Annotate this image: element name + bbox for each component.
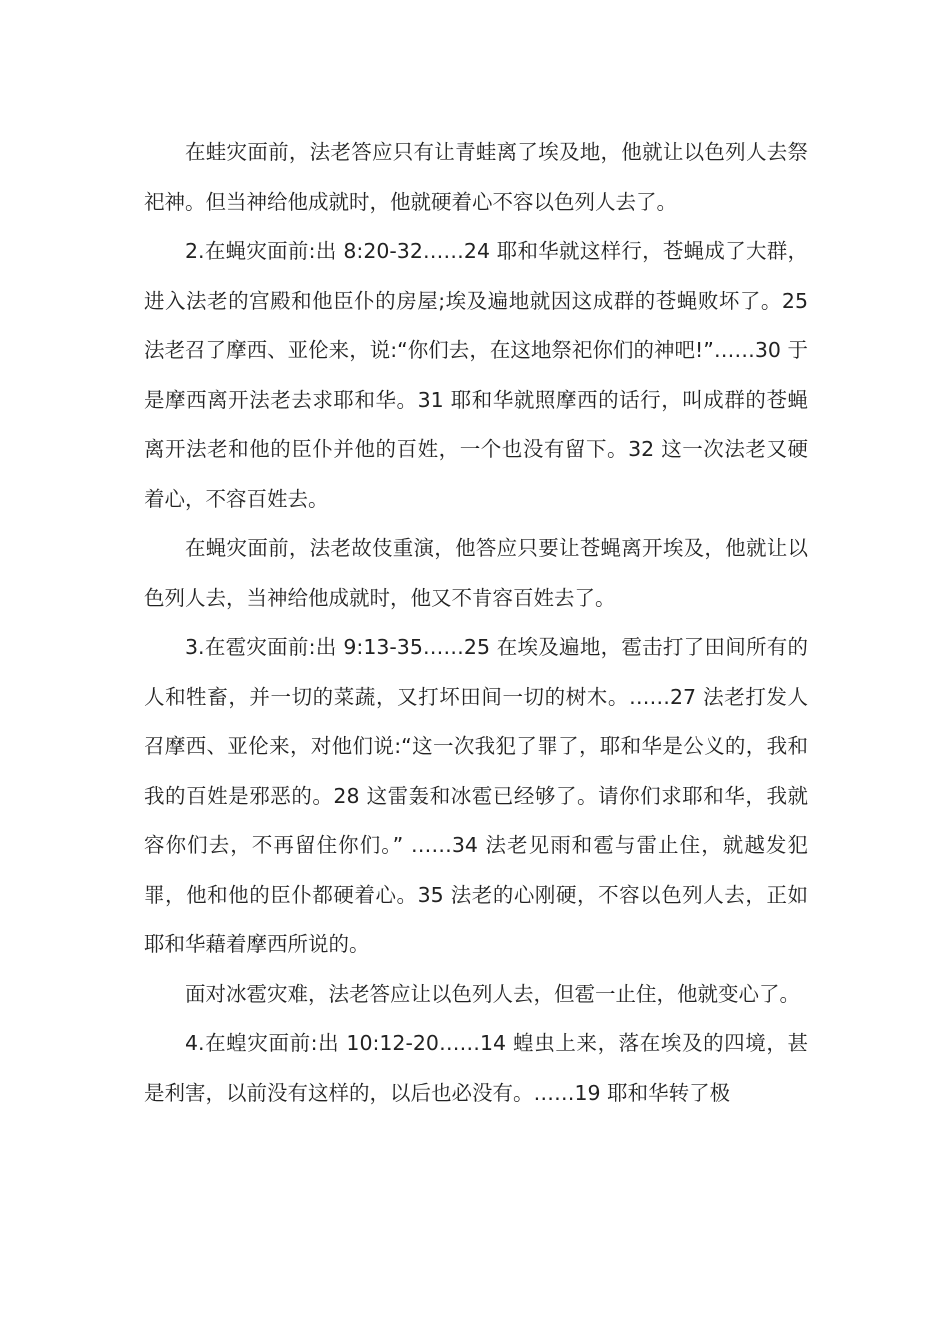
paragraph-hail-plague-summary: 面对冰雹灾难，法老答应让以色列人去，但雹一止住，他就变心了。 (185, 981, 800, 1006)
paragraph-frog-plague-summary: 在蛙灾面前，法老答应只有让青蛙离了埃及地，他就让以色列人去祭祀神。但当神给他成就时，他就硬着心不容以色列人去了。 (144, 140, 808, 214)
paragraph-fly-plague-summary: 在蝇灾面前，法老故伎重演，他答应只要让苍蝇离开埃及，他就让以色列人去，当神给他成就时，他又不肯容百姓去了。 (144, 536, 808, 610)
paragraph-fly-plague-scripture: 2.在蝇灾面前:出 8:20-32……24 耶和华就这样行，苍蝇成了大群，进入法老的宫殿和他臣仆的房屋;埃及遍地就因这成群的苍蝇败坏了。25 法老召了摩西、亚伦来，说:“你们去，在这地祭祀你们的神吧!”……30 于是摩西离开法老去求耶和华。31 耶和华就照摩西的话行，叫成群的苍蝇离开法老和他的臣仆并他的百姓，一个也没有留下。32 这一次法老又硬着心，不容百姓去。 (144, 239, 808, 511)
paragraph-locust-plague-scripture: 4.在蝗灾面前:出 10:12-20……14 蝗虫上来，落在埃及的四境，甚是利害，以前没有这样的，以后也必没有。……19 耶和华转了极 (144, 1031, 808, 1105)
document-body (144, 128, 808, 1118)
paragraph-hail-plague-scripture: 3.在雹灾面前:出 9:13-35……25 在埃及遍地，雹击打了田间所有的人和牲畜，并一切的菜蔬，又打坏田间一切的树木。……27 法老打发人召摩西、亚伦来，对他们说:“这一次我犯了罪了，耶和华是公义的，我和我的百姓是邪恶的。28 这雷轰和冰雹已经够了。请你们求耶和华，我就容你们去，不再留住你们。” ……34 法老见雨和雹与雷止住，就越发犯罪，他和他的臣仆都硬着心。35 法老的心刚硬，不容以色列人去，正如耶和华藉着摩西所说的。 (144, 635, 808, 956)
